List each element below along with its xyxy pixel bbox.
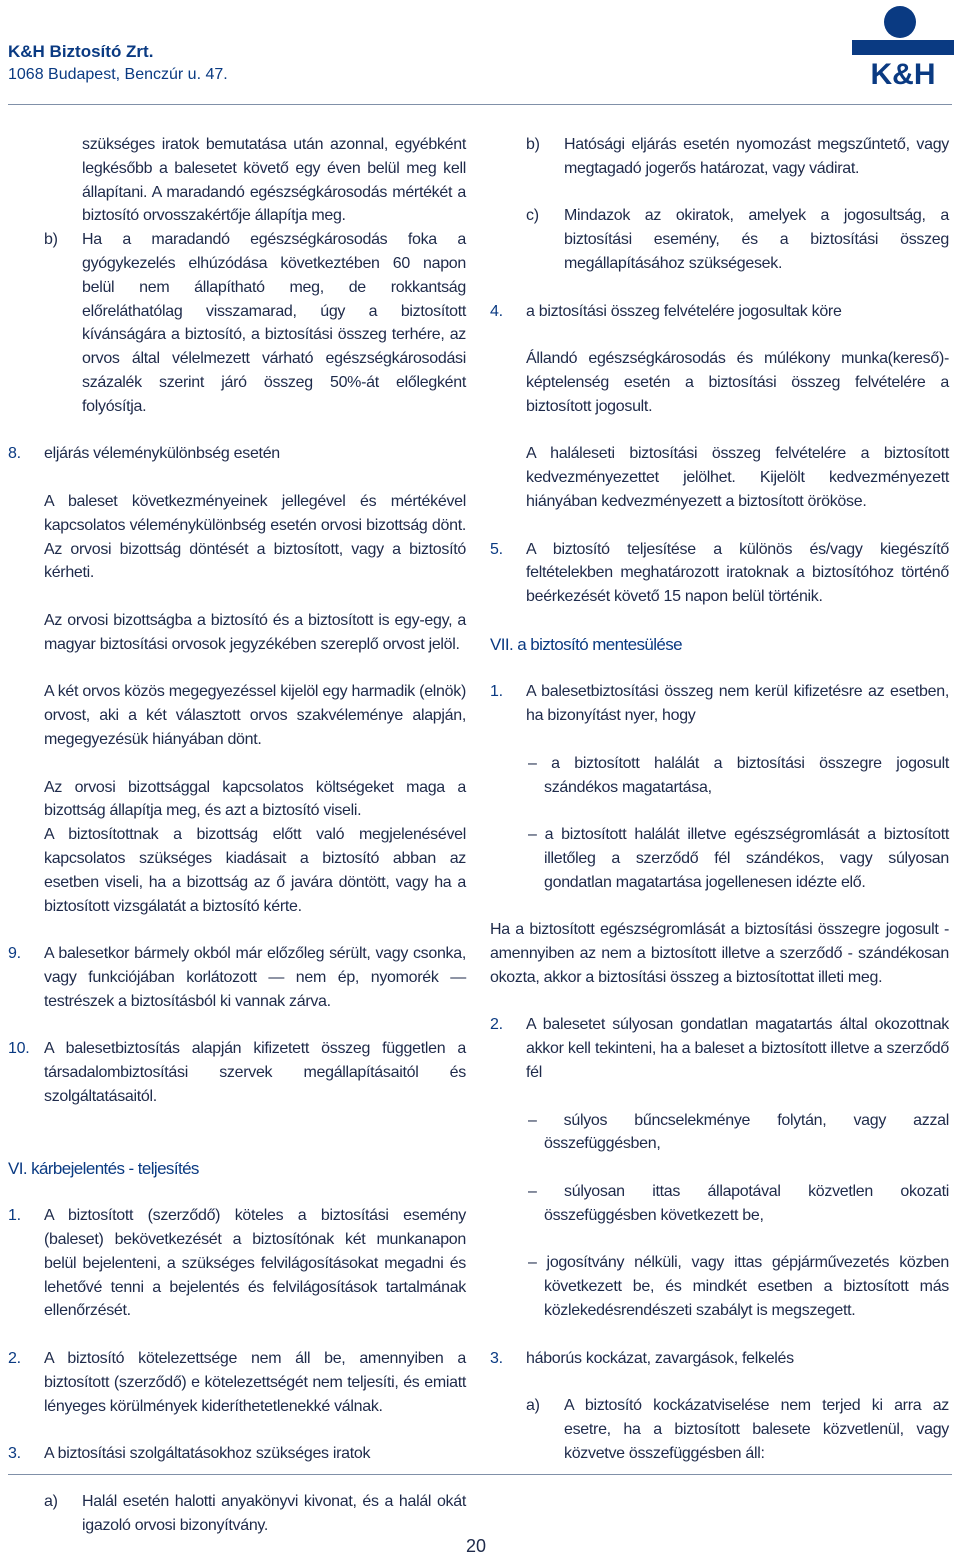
company-name: K&H Biztosító Zrt.	[8, 42, 154, 61]
item-text: Halál esetén halotti anyakönyvi kivonat, és a halál okát igazoló orvosi bizonyítvány.	[82, 1492, 466, 1534]
section-4-heading	[490, 300, 949, 324]
section-text: A biztosító teljesítése a különös és/vagy kiegészítő feltételekben meghatározott iratoknak a biztosítóhoz történő beérkezését követő 15 napon belül történik.	[526, 540, 949, 606]
dash-item: – a biztosított halálát a biztosítási összegre jogosult szándékos magatartása,	[528, 754, 949, 796]
dash-item: – súlyos bűncselekménye folytán, vagy azzal összefüggésben,	[528, 1111, 949, 1153]
logo-text: K&H	[870, 58, 936, 86]
footer-divider	[8, 1474, 952, 1475]
section-number: 3.	[8, 1445, 21, 1463]
section-text: A balesetbiztosítási összeg nem kerül kifizetésre az esetben, ha bizonyítást nyer, hogy	[526, 683, 949, 725]
page-number: 20	[466, 1536, 487, 1556]
list-item-b	[8, 228, 466, 418]
section-number: 3.	[490, 1349, 503, 1367]
section-number: 2.	[490, 1016, 503, 1034]
right-column	[490, 133, 949, 1466]
item-text: Mindazok az okiratok, amelyek a jogosultság, a biztosítási esemény, és a biztosítási összeg megállapításához szükségesek.	[564, 207, 949, 272]
vii-item-3	[490, 1347, 949, 1371]
paragraph: A baleset következményeinek jellegével és mértékével kapcsolatos véleménykülönbség esetén orvosi bizottság dönt. Az orvosi bizottság döntését a biztosított, vagy a biztosító kérheti.	[44, 492, 466, 582]
section-number: 5.	[490, 540, 503, 558]
section-text: A biztosító kötelezettsége nem áll be, amennyiben a biztosított (szerződő) e kötelezettségét nem teljesíti, és emiatt lényeges körülmények kideríthetetlenekké válnak.	[44, 1350, 466, 1415]
list-item-a	[8, 1490, 466, 1538]
paragraph: Az orvosi bizottságba a biztosító és a biztosított is egy-egy, a magyar biztosítási orvosok jegyzékében szereplő orvost jelöl.	[44, 611, 466, 653]
paragraph: szükséges iratok bemutatása után azonnal, egyébként legkésőbb a balesetet követő egy éven belül meg kell állapítani. A maradandó egészségkárosodás mértékét a biztosító orvosszakértője állapítja meg.	[82, 136, 466, 225]
item-text: A biztosító kockázatviselése nem terjed ki arra az esetre, ha a biztosított balesete közvetlenül, vagy közvetve összefüggésben áll:	[564, 1397, 949, 1462]
section-title: a biztosítási összeg felvételére jogosultak köre	[526, 302, 842, 320]
paragraph: A biztosítottnak a bizottság előtt való megjelenésével kapcsolatos szükséges kiadásait a biztosító abban az esetben viseli, ha a bizottság az ő javára döntött, vagy ha a biztosított vizsgálatát a biztosító kérte.	[44, 826, 466, 915]
item-letter: b)	[526, 136, 540, 153]
list-item-b	[490, 133, 949, 181]
vi-item-2	[8, 1347, 466, 1418]
section-heading-vii: VII. a biztosító mentesülése	[490, 634, 683, 654]
item-letter: a)	[526, 1397, 540, 1415]
section-9	[8, 942, 466, 1013]
item-text: Hatósági eljárás esetén nyomozást megszűntető, vagy megtagadó jogerős határozat, vagy vádirat.	[564, 136, 949, 177]
company-address: 1068 Budapest, Benczúr u. 47.	[8, 66, 228, 83]
list-item-c	[490, 204, 949, 275]
item-letter: c)	[526, 207, 539, 225]
section-text: A balesetbiztosítás alapján kifizetett összeg független a társadalombiztosítási szervek megállapításaitól és szolgáltatásaitól.	[44, 1040, 466, 1105]
section-number: 1.	[490, 683, 503, 701]
paragraph: A két orvos közös megegyezéssel kijelöl egy harmadik (elnök) orvost, aki a két választott orvos szakvéleménye alapján, megegyezésük hiányában dönt.	[44, 683, 466, 748]
section-text: A balesetet súlyosan gondatlan magatartás által okozottnak akkor kell tekinteni, ha a baleset a biztosított illetve a szerződő fél	[526, 1016, 949, 1082]
item-letter: b)	[44, 231, 58, 249]
item-letter: a)	[44, 1492, 58, 1510]
paragraph: A haláleseti biztosítási összeg felvételére a biztosított kedvezményezettet jelölhet. Kijelölt kedvezményezett hiányában kedvezményezett a biztosított örököse.	[526, 445, 949, 510]
vii-item-2	[490, 1013, 949, 1084]
section-number: 1.	[8, 1207, 21, 1225]
section-heading-vi: VI. kárbejelentés - teljesítés	[8, 1158, 199, 1178]
paragraph: Állandó egészségkárosodás és múlékony munka(kereső)-képtelenség esetén a biztosítási összeg felvételére a biztosított jogosult.	[526, 350, 949, 415]
vii-item-1	[490, 680, 949, 728]
header-divider	[8, 104, 952, 105]
section-title: eljárás véleménykülönbség esetén	[44, 445, 280, 463]
section-10	[8, 1037, 466, 1108]
vi-item-1	[8, 1204, 466, 1323]
section-text: A biztosított (szerződő) köteles a biztosítási esemény (baleset) bekövetkezését a biztosítónak két munkanapon belül bejelenteni, a szükséges felvilágosításokat megadni és lehetővé tenni a bejelentés és felvilágosítások tartalmának ellenőrzését.	[44, 1207, 466, 1320]
section-text: háborús kockázat, zavargások, felkelés	[526, 1349, 794, 1367]
section-number: 2.	[8, 1350, 21, 1368]
section-5	[490, 538, 949, 609]
list-item-a	[490, 1394, 949, 1465]
item-text: Ha a maradandó egészségkárosodás foka a gyógykezelés elhúzódása következtében 60 napon belül nem állapítható meg, de rokkantság előreláthatólag visszamarad, úgy a biztosított kívánságára a biztosító, a biztosítási összeg terhére, az orvos által vélelmezett várható egészségkárosodási százalék szerint járó összeg 50%-át előlegként folyósítja.	[82, 231, 466, 415]
paragraph: Az orvosi bizottsággal kapcsolatos költségeket maga a bizottság állapítja meg, és azt a biztosító viseli.	[44, 778, 466, 820]
section-number: 4.	[490, 302, 503, 320]
kh-logo	[850, 4, 956, 86]
section-number: 9.	[8, 945, 21, 963]
section-number: 10.	[8, 1040, 30, 1058]
vi-item-3	[8, 1442, 466, 1466]
section-text: A biztosítási szolgáltatásokhoz szükséges iratok	[44, 1445, 371, 1463]
dash-item: – jogosítvány nélküli, vagy ittas gépjárművezetés közben következett be, és mindkét esetben a biztosított más közlekedésrendészeti szabályt is megszegett.	[528, 1254, 949, 1320]
left-column	[8, 133, 466, 1537]
paragraph: Ha a biztosított egészségromlását a biztosítási összegre jogosult - amennyiben az nem a biztosított illetve a szerződő - szándékosan okozta, akkor a biztosítási összeg a biztosítottat illeti meg.	[490, 921, 949, 986]
dash-item: – súlyosan ittas állapotával közvetlen okozati összefüggésben következett be,	[528, 1183, 949, 1224]
section-8-heading	[8, 442, 466, 466]
dash-item: – a biztosított halálát illetve egészségromlását a biztosított illetőleg a szerződő fél szándékos, vagy súlyosan gondatlan magatartása jogellenesen idézte elő.	[528, 826, 949, 891]
section-text: A balesetkor bármely okból már előzőleg sérült, vagy csonka, vagy funkciójában korlátozott — nem ép, nyomorék — testrészek a biztosításból ki vannak zárva.	[44, 945, 466, 1010]
section-number: 8.	[8, 445, 21, 463]
